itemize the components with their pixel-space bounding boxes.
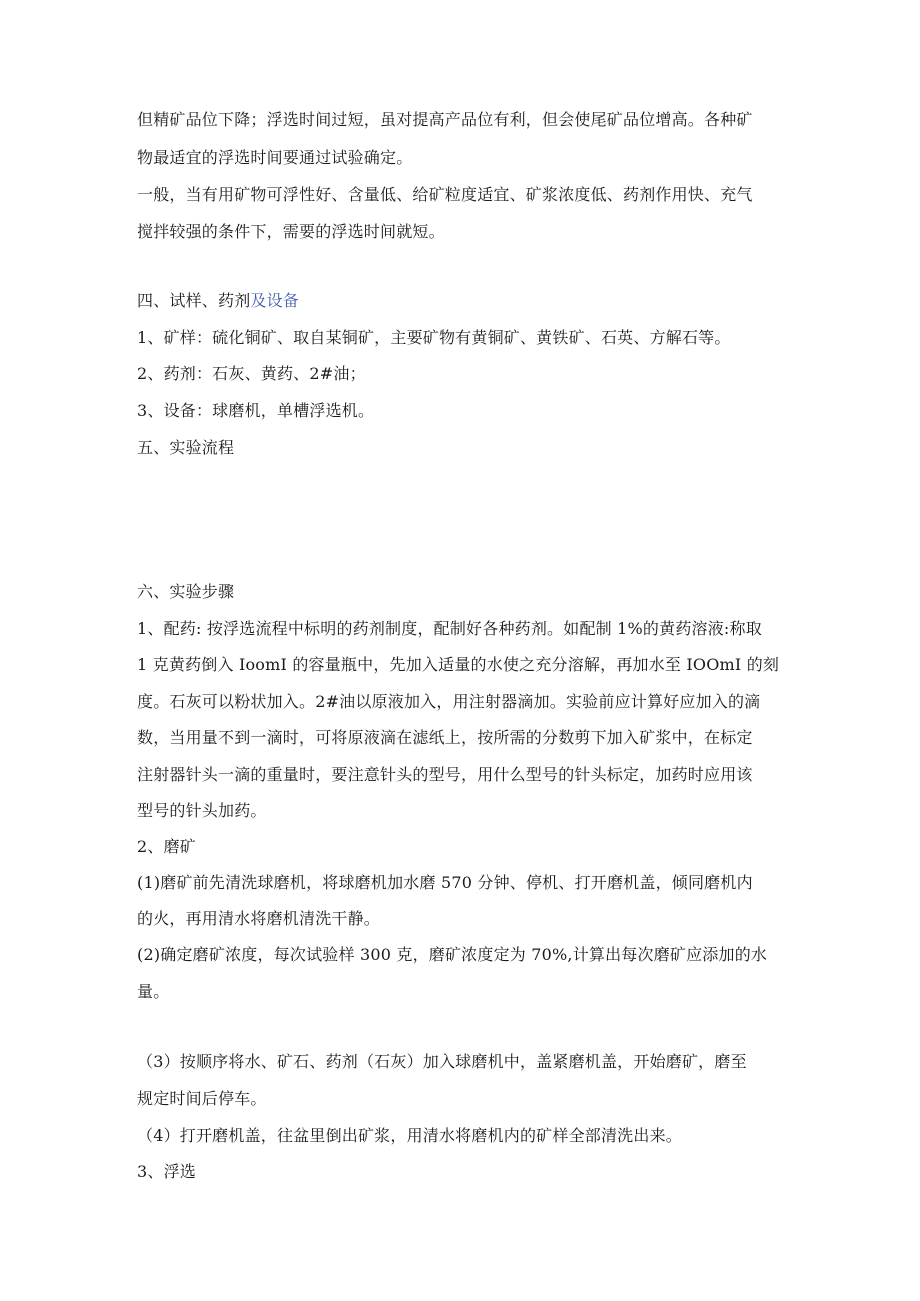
step1-line: 注射器针头一滴的重量时，要注意针头的型号，用什么型号的针头标定，加药时应用该 <box>137 765 753 784</box>
intro-line: 但精矿品位下降；浮选时间过短，虽对提高产品位有利，但会使尾矿品位增高。各种矿 <box>137 110 753 129</box>
step2-sub4-line: （4）打开磨机盖，往盆里倒出矿浆，用清水将磨机内的矿样全部清洗出来。 <box>137 1126 682 1145</box>
step2-sub2-line: (2)确定磨矿浓度，每次试验样 300 克，磨矿浓度定为 70%,计算出每次磨矿应添加的水 <box>137 945 768 964</box>
step3-heading: 3、浮选 <box>137 1162 196 1181</box>
step2-sub2-line: 量。 <box>137 982 170 1001</box>
step1-line: 型号的针头加药。 <box>137 801 267 820</box>
intro-line: 物最适宜的浮选时间要通过试验确定。 <box>137 148 413 167</box>
step2-sub1-line: (1)磨矿前先清洗球磨机，将球磨机加水磨 570 分钟、停机、打开磨机盖，倾同磨机内 <box>137 873 753 892</box>
section4-heading <box>137 291 299 311</box>
step1-line: 度。石灰可以粉状加入。2#油以原液加入，用注射器滴加。实验前应计算好应加入的滴 <box>137 692 761 711</box>
section4-item-sample: 1、矿样：硫化铜矿、取自某铜矿，主要矿物有黄铜矿、黄铁矿、石英、方解石等。 <box>137 328 731 347</box>
step2-heading: 2、磨矿 <box>137 837 196 856</box>
step1-line: 1、配药: 按浮选流程中标明的药剂制度，配制好各种药剂。如配制 1%的黄药溶液:称取 <box>137 619 762 638</box>
step2-sub3-line: 规定时间后停车。 <box>137 1089 267 1108</box>
section6-heading: 六、实验步骤 <box>137 582 235 601</box>
section4-item-reagents: 2、药剂：石灰、黄药、2#油； <box>137 364 366 383</box>
intro-line: 搅拌较强的条件下，需要的浮选时间就短。 <box>137 222 445 241</box>
section5-heading: 五、实验流程 <box>137 438 235 457</box>
intro-line: 一般，当有用矿物可浮性好、含量低、给矿粒度适宜、矿浆浓度低、药剂作用快、充气 <box>137 185 753 204</box>
step2-sub1-line: 的火，再用清水将磨机清洗干静。 <box>137 909 381 928</box>
section4-heading-link[interactable]: 及设备 <box>250 291 300 310</box>
step1-line: 1 克黄药倒入 IoomI 的容量瓶中，先加入适量的水使之充分溶解，再加水至 IOOmI 的刻 <box>137 655 780 674</box>
step2-sub3-line: （3）按顺序将水、矿石、药剂（石灰）加入球磨机中，盖紧磨机盖，开始磨矿，磨至 <box>137 1052 747 1071</box>
section4-item-equipment: 3、设备：球磨机，单槽浮选机。 <box>137 401 375 420</box>
section4-heading-main: 四、试样、药剂 <box>137 291 251 310</box>
step1-line: 数，当用量不到一滴时，可将原液滴在滤纸上，按所需的分数剪下加入矿浆中，在标定 <box>137 728 753 747</box>
